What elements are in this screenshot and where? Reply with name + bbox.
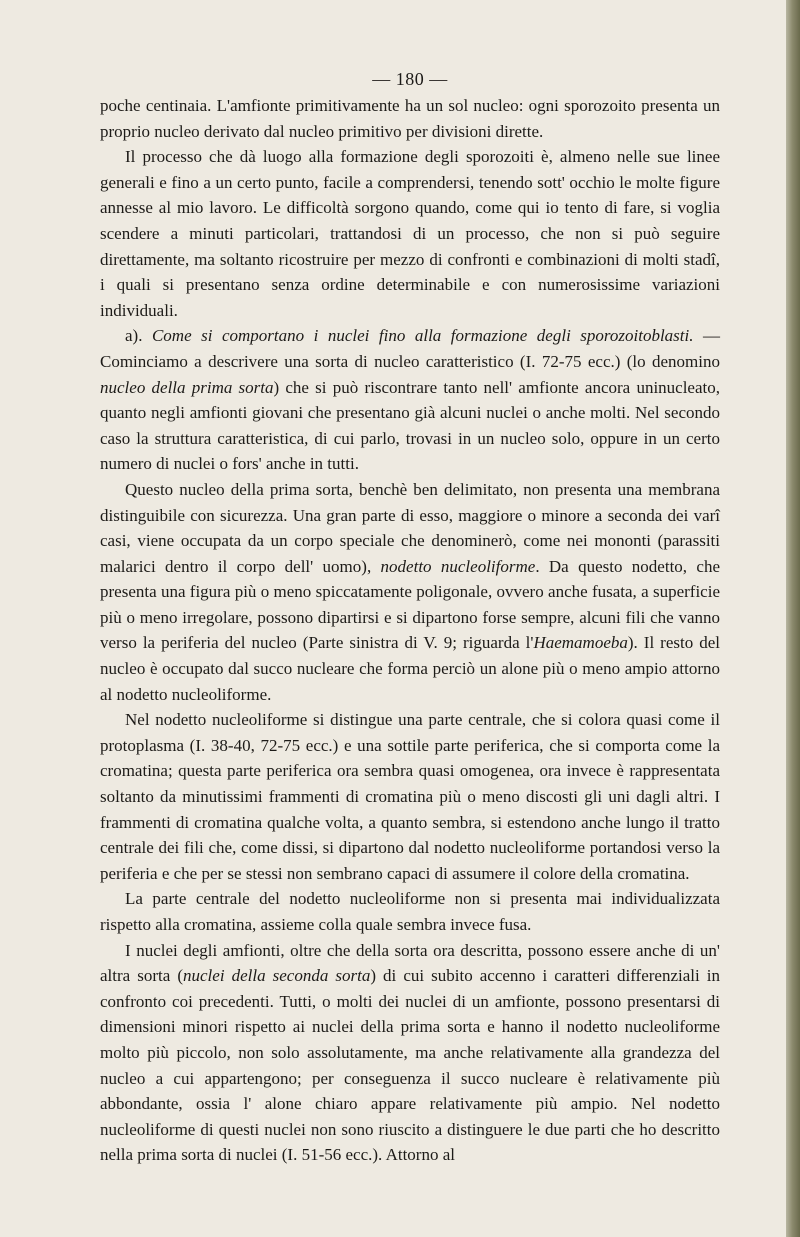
term-haemamoeba: Haemamoeba [533,633,628,653]
paragraph-7 [100,938,720,1168]
paragraph-7-text-b: ) di cui subito accenno i caratteri differenziali in confronto coi precedenti. Tutti, o molti dei nuclei di un amfionte, possono presentarsi di dimensioni minori rispetto ai nuclei della prima sorta e hanno il nodetto nucleoliforme molto più piccolo, non solo assolutamente, ma anche relativamente alla grandezza del nucleo a cui appartengono; per conseguenza il succo nucleare è relativamente più abbondante, ossia l' alone chiaro appare relativamente più ampio. Nel nodetto nucleoliforme di questi nuclei non sono riuscito a distinguere le due parti che ho descritto nella prima sorta di nuclei (I. 51-56 ecc.). Attorno al [100,966,720,1165]
term-nucleo-prima-sorta: nucleo della prima sorta [100,377,274,397]
paragraph-4-text-a: Questo nucleo della prima sorta, benchè ben delimitato, non presenta una membrana distinguibile con sicurezza. Una gran parte di esso, maggiore o minore a seconda dei varî casi, viene occupata da un corpo speciale che denominerò, come nei mononti (parassiti malarici dentro il corpo dell' uomo), [100,479,720,576]
page-number: — 180 — [372,69,448,89]
paragraph-3 [100,323,720,477]
paragraph-5: Nel nodetto nucleoliforme si distingue una parte centrale, che si colora quasi come il protoplasma (I. 38-40, 72-75 ecc.) e una sottile parte periferica, che si comporta come la cromatina; questa parte periferica ora sembra quasi omogenea, ora invece è rappresentata soltanto da minutissimi frammenti di cromatina più o meno discosti gli uni dagli altri. I frammenti di cromatina qualche volta, a quanto sembra, si estendono anche lungo il tratto centrale dei fili che, come dissi, si dipartono dal nodetto nucleoliforme portandosi verso la periferia e che per se stessi non sembrano capaci di assumere il colore della cromatina. [100,710,720,883]
section-marker: a). [125,326,152,346]
term-nuclei-seconda-sorta: nuclei della seconda sorta [183,966,371,986]
paragraph-2: Il processo che dà luogo alla formazione degli sporozoiti è, almeno nelle sue linee generali e fino a un certo punto, facile a comprendersi, tenendo sott' occhio le molte figure annesse al mio lavoro. Le difficoltà sorgono quando, come qui io tento di fare, si voglia scendere a minuti particolari, trattandosi di un processo, che non si può seguire direttamente, ma soltanto ricostruire per mezzo di confronti e combinazioni di molti stadî, i quali si presentano senza ordine determinabile e con numerosissime variazioni individuali. [100,147,720,320]
term-nodetto-nucleoliforme: nodetto nucleoliforme [380,556,536,576]
paragraph-3-text-b: ) che si può riscontrare tanto nell' amfionte ancora uninucleato, quanto negli amfionti giovani che presentano già alcuni nuclei o anche molti. Nel secondo caso la struttura caratteristica, di cui parlo, trovasi in un nucleo solo, oppure in un certo numero di nuclei o fors' anche in tutti. [100,377,720,474]
paragraph-1: poche centinaia. L'amfionte primitivamente ha un sol nucleo: ogni sporozoito presenta un proprio nucleo derivato dal nucleo primitivo per divisioni dirette. [100,96,720,141]
paragraph-6: La parte centrale del nodetto nucleoliforme non si presenta mai individualizzata rispetto alla cromatina, assieme colla quale sembra invece fusa. [100,889,720,934]
paragraph-7-text-a: I nuclei degli amfionti, oltre che della sorta ora descritta, possono essere anche di un' altra sorta ( [100,940,720,986]
section-heading: Come si comportano i nuclei fino alla formazione degli sporozoitoblasti. [151,326,694,346]
document-page [100,68,720,1168]
page-edge-shadow [786,0,800,1237]
paragraph-4-text-c: ). Il resto del nucleo è occupato dal succo nucleare che forma perciò un alone più o meno ampio attorno al nodetto nucleoliforme. [100,633,720,704]
paragraph-3-text-a: — Cominciamo a descrivere una sorta di nucleo caratteristico (I. 72-75 ecc.) (lo denomino [100,326,721,371]
paragraph-4 [100,477,720,707]
paragraph-4-text-b: . Da questo nodetto, che presenta una figura più o meno spiccatamente poligonale, ovvero anche fusata, a superficie più o meno irregolare, possono dipartirsi e si dipartono forse sempre, alcuni fili che vanno verso la periferia del nucleo (Parte sinistra di V. 9; riguarda l' [100,556,720,653]
